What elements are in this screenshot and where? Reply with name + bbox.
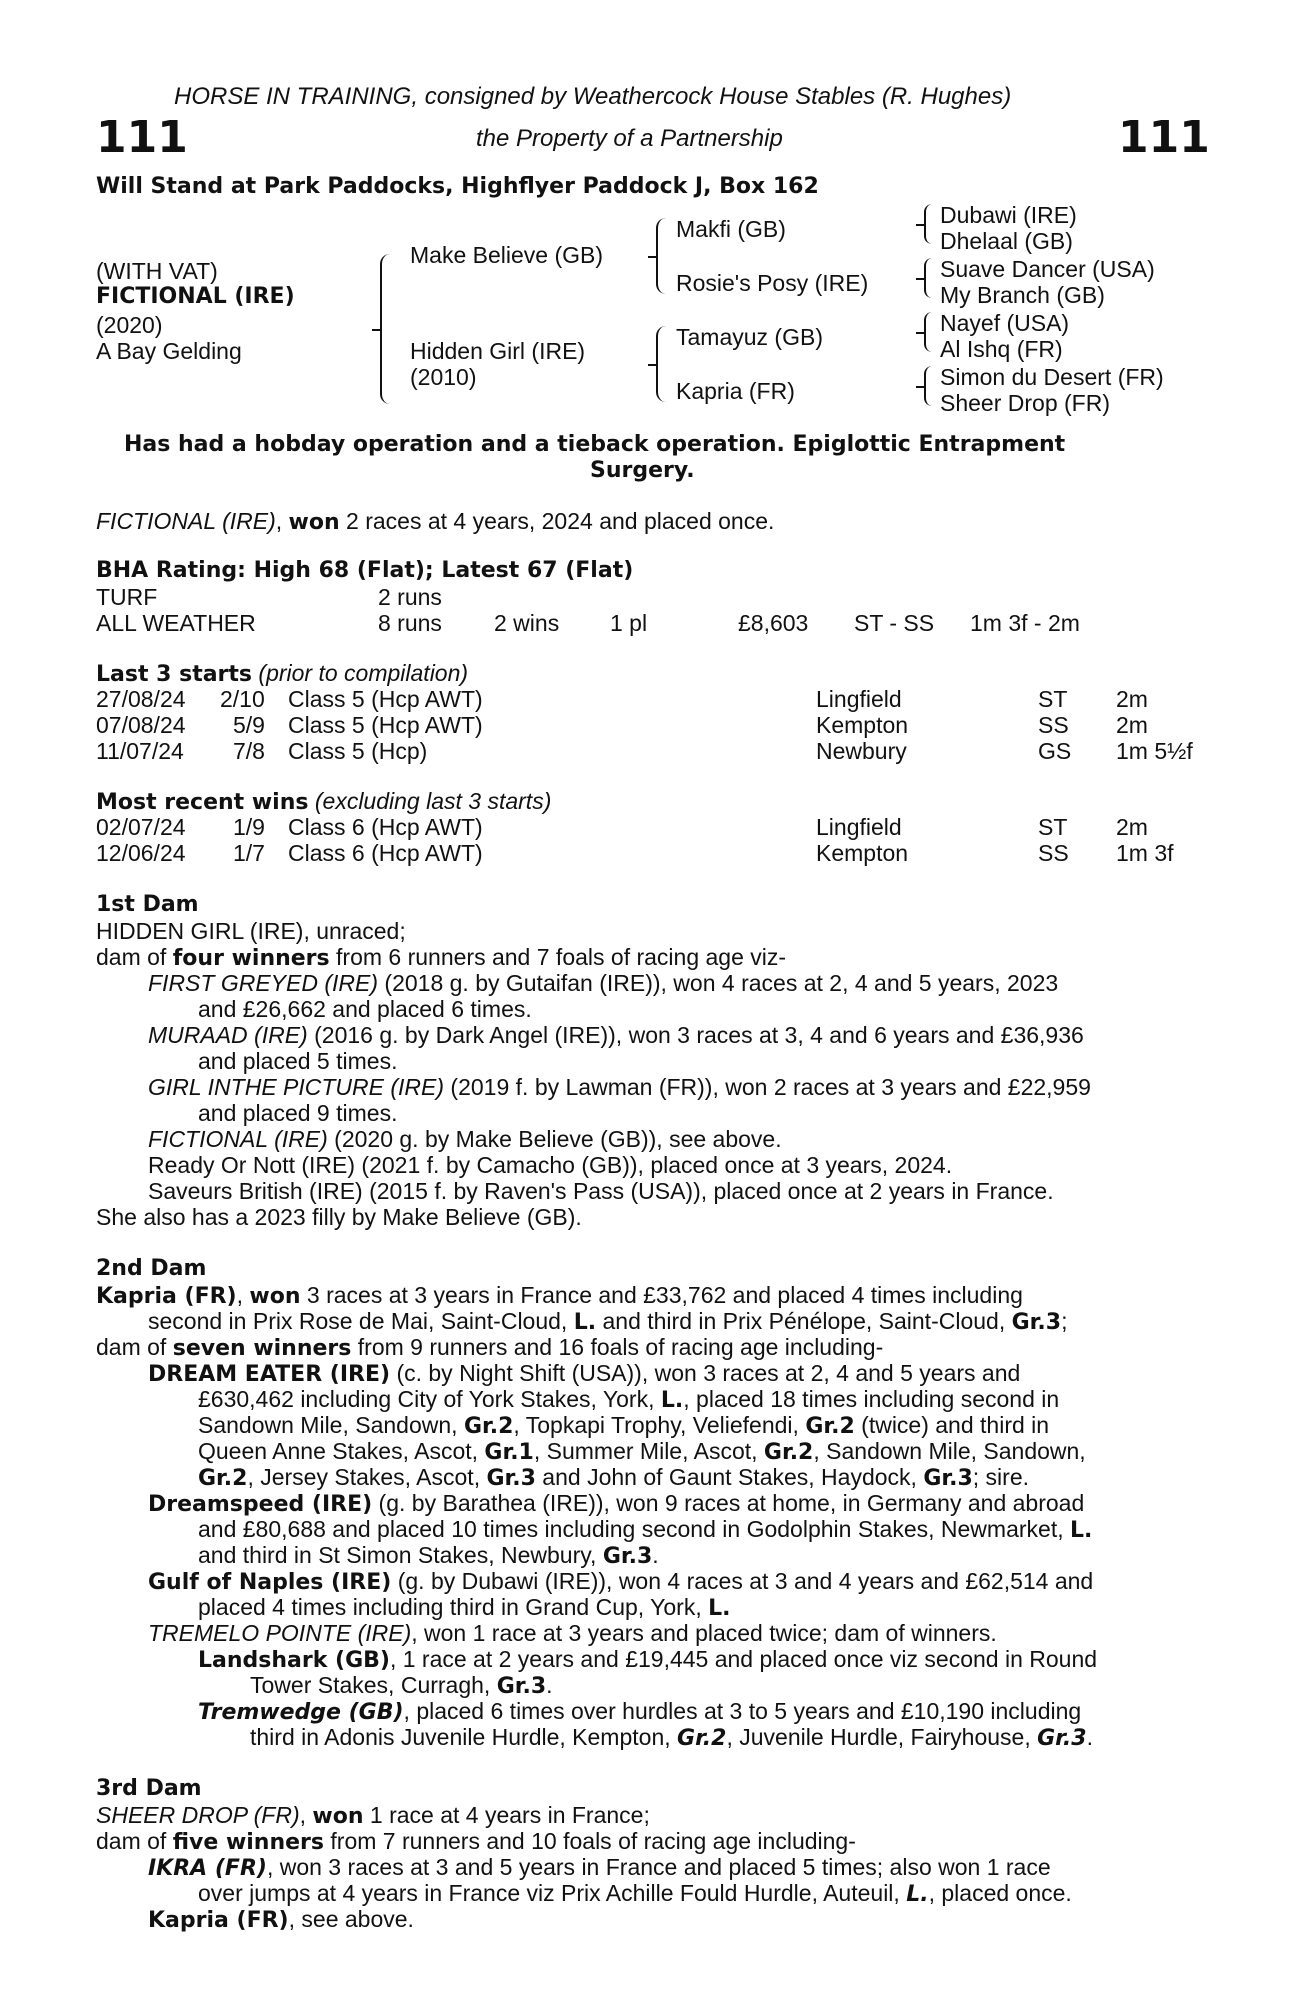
text: (g. by Dubawi (IRE)), won 4 races at 3 and 4 years and £62,514 and <box>391 1568 1094 1594</box>
landshark-line-2 <box>250 1672 553 1700</box>
grade: L. <box>573 1310 597 1335</box>
text: Queen Anne Stakes, Ascot, <box>198 1438 485 1464</box>
dam2-dam-of <box>96 1334 883 1362</box>
dam2-text: 3 races at 3 years in France and £33,762 and placed 4 times including <box>300 1282 1023 1308</box>
entry-name: FIRST GREYED (IRE) <box>148 970 379 996</box>
start-position: 5/9 <box>233 712 265 738</box>
aw-placed: 1 pl <box>610 610 648 636</box>
start-course: Lingfield <box>816 686 902 712</box>
dreamspeed-line-2 <box>198 1516 1092 1544</box>
dam1-entry-ready-or-nott: Ready Or Nott (IRE) (2021 f. by Camacho (GB)), placed once at 3 years, 2024. <box>148 1152 953 1178</box>
start-surface: GS <box>1038 738 1072 764</box>
grade: Gr.3 <box>1011 1310 1062 1335</box>
grade: Gr.3 <box>602 1544 653 1569</box>
text: , Juvenile Hurdle, Fairyhouse, <box>726 1724 1038 1750</box>
tremelo-pointe-line <box>148 1620 997 1646</box>
entry-name: Gulf of Naples (IRE) <box>148 1570 392 1595</box>
ikra-line-2 <box>198 1880 1072 1908</box>
grade: Gr.3 <box>1037 1726 1087 1751</box>
pedigree-great-4: My Branch (GB) <box>940 282 1105 308</box>
grade: L. <box>906 1882 929 1907</box>
text: , placed 18 times including second in <box>683 1386 1060 1412</box>
win-date: 12/06/24 <box>96 840 186 866</box>
entry-name: FICTIONAL (IRE) <box>148 1126 328 1152</box>
dam1-entry-first-greyed <box>148 970 1058 996</box>
won: won <box>312 1804 364 1829</box>
text: (g. by Barathea (IRE)), won 9 races at home, in Germany and abroad <box>372 1490 1085 1516</box>
text: , see above. <box>288 1906 414 1932</box>
text: , Summer Mile, Ascot, <box>533 1438 764 1464</box>
surgery-note-line-1: Has had a hobday operation and a tieback operation. Epiglottic Entrapment <box>124 432 1066 457</box>
entry-name: IKRA (FR) <box>148 1856 267 1881</box>
text: . <box>546 1672 553 1698</box>
dam2-name: Kapria (FR) <box>96 1284 237 1309</box>
entry-name: Tremwedge (GB) <box>198 1700 404 1725</box>
text: Sandown Mile, Sandown, <box>198 1412 464 1438</box>
brace-great-2 <box>924 258 932 298</box>
text: from 9 runners and 16 foals of racing age including- <box>351 1334 884 1360</box>
dam2-kapria-line-1 <box>96 1282 1023 1310</box>
start-surface: ST <box>1038 686 1068 712</box>
pedigree-great-5: Nayef (USA) <box>940 310 1070 336</box>
dam3-sheer-drop <box>96 1802 650 1830</box>
aw-surfaces: ST - SS <box>854 610 935 636</box>
location-line: Will Stand at Park Paddocks, Highflyer Paddock J, Box 162 <box>96 174 819 199</box>
start-class: Class 5 (Hcp AWT) <box>288 686 483 712</box>
lot-number-right: 111 <box>1118 112 1210 163</box>
horse-description: A Bay Gelding <box>96 338 242 364</box>
dam2-heading: 2nd Dam <box>96 1256 207 1281</box>
start-surface: SS <box>1038 712 1069 738</box>
entry-text: (2019 f. by Lawman (FR)), won 2 races at 3 years and £22,959 <box>444 1074 1091 1100</box>
pedigree-great-8: Sheer Drop (FR) <box>940 390 1110 416</box>
entry-name: MURAAD (IRE) <box>148 1022 308 1048</box>
pedigree-dam-year: (2010) <box>410 364 477 390</box>
entry-text: (2020 g. by Make Believe (GB)), see above. <box>327 1126 782 1152</box>
dreamspeed-line-3 <box>198 1542 659 1570</box>
dam3-heading: 3rd Dam <box>96 1776 202 1801</box>
tremwedge-line-2 <box>250 1724 1093 1752</box>
entry-name: Dreamspeed (IRE) <box>148 1492 373 1517</box>
text: , won 1 race at 3 years and placed twice; dam of winners. <box>411 1620 997 1646</box>
dream-eater-line-1 <box>148 1360 1020 1388</box>
grade: Gr.2 <box>677 1726 727 1751</box>
start-course: Kempton <box>816 712 909 738</box>
recent-wins-note: (excluding last 3 starts) <box>314 788 552 814</box>
dam1-runners: from 6 runners and 7 foals of racing age viz- <box>329 944 787 970</box>
start-date: 11/07/24 <box>96 738 184 764</box>
winners: five winners <box>172 1830 325 1855</box>
win-class: Class 6 (Hcp AWT) <box>288 840 483 866</box>
win-class: Class 6 (Hcp AWT) <box>288 814 483 840</box>
pedigree-great-3: Suave Dancer (USA) <box>940 256 1155 282</box>
entry-name: TREMELO POINTE (IRE) <box>148 1620 412 1646</box>
last-starts-title: Last 3 starts <box>96 662 253 687</box>
entry-name: GIRL INTHE PICTURE (IRE) <box>148 1074 445 1100</box>
text: (c. by Night Shift (USA)), won 3 races at 2, 4 and 5 years and <box>390 1360 1021 1386</box>
entry-text: (2016 g. by Dark Angel (IRE)), won 3 races at 3, 4 and 6 years and £36,936 <box>307 1022 1084 1048</box>
dam1-line-1: HIDDEN GIRL (IRE), unraced; <box>96 918 406 944</box>
pedigree-dam: Hidden Girl (IRE) <box>410 338 586 364</box>
win-distance: 2m <box>1116 814 1148 840</box>
entry-text: (2018 g. by Gutaifan (IRE)), won 4 races at 2, 4 and 5 years, 2023 <box>378 970 1059 996</box>
last-starts-note: (prior to compilation) <box>258 660 469 686</box>
start-distance: 2m <box>1116 712 1148 738</box>
summary-rest: 2 races at 4 years, 2024 and placed once. <box>346 508 775 534</box>
property-line: the Property of a Partnership <box>476 125 783 152</box>
dream-eater-line-2 <box>198 1386 1059 1414</box>
vat-label: (WITH VAT) <box>96 258 218 284</box>
dam1-winners: four winners <box>172 946 330 971</box>
pedigree-grand-2: Rosie's Posy (IRE) <box>676 270 869 296</box>
text: and John of Gaunt Stakes, Haydock, <box>535 1464 924 1490</box>
dam2-kapria-line-2 <box>148 1308 1067 1336</box>
grade: Gr.3 <box>496 1674 547 1699</box>
brace-great-4 <box>924 366 932 406</box>
dam1-heading: 1st Dam <box>96 892 199 917</box>
text: Tower Stakes, Curragh, <box>250 1672 497 1698</box>
dam1-entry-first-greyed-cont: and £26,662 and placed 6 times. <box>198 996 532 1022</box>
consignment-line: HORSE IN TRAINING, consigned by Weathercock House Stables (R. Hughes) <box>174 83 1012 110</box>
summary-horse-name: FICTIONAL (IRE) <box>96 508 276 534</box>
text: , won 3 races at 3 and 5 years in France and placed 5 times; also won 1 race <box>266 1854 1051 1880</box>
ikra-line-1 <box>148 1854 1051 1882</box>
aw-distances: 1m 3f - 2m <box>970 610 1080 636</box>
text: (twice) and third in <box>854 1412 1050 1438</box>
brace-sire-parents <box>656 218 666 294</box>
dam3-name: SHEER DROP (FR) <box>96 1802 300 1828</box>
turf-runs: 2 runs <box>378 584 442 610</box>
text: and £80,688 and placed 10 times including second in Godolphin Stakes, Newmarket, <box>198 1516 1070 1542</box>
win-date: 02/07/24 <box>96 814 186 840</box>
start-position: 7/8 <box>233 738 265 764</box>
entry-name: Landshark (GB) <box>198 1648 390 1673</box>
grade: L. <box>708 1596 731 1621</box>
brace-sire-dam <box>380 254 392 404</box>
text: from 7 runners and 10 foals of racing age including- <box>324 1828 856 1854</box>
dream-eater-line-5 <box>198 1464 1029 1492</box>
text: ; <box>1061 1308 1068 1334</box>
text: , placed 6 times over hurdles at 3 to 5 years and £10,190 including <box>403 1698 1082 1724</box>
tremwedge-line-1 <box>198 1698 1081 1726</box>
text: £630,462 including City of York Stakes, York, <box>198 1386 661 1412</box>
dam2-won: won <box>249 1284 301 1309</box>
text: and third in Prix Pénélope, Saint-Cloud, <box>596 1308 1012 1334</box>
pedigree-sire: Make Believe (GB) <box>410 242 604 268</box>
grade: L. <box>1070 1518 1093 1543</box>
win-surface: ST <box>1038 814 1068 840</box>
recent-wins-title: Most recent wins <box>96 790 309 815</box>
aw-wins: 2 wins <box>494 610 560 636</box>
win-position: 1/7 <box>233 840 265 866</box>
win-distance: 1m 3f <box>1116 840 1174 866</box>
text: ; sire. <box>972 1464 1029 1490</box>
dam1-entry-muraad-cont: and placed 5 times. <box>198 1048 398 1074</box>
text: . <box>652 1542 659 1568</box>
winners: seven winners <box>172 1336 352 1361</box>
brace-great-3 <box>924 312 932 352</box>
start-class: Class 5 (Hcp) <box>288 738 428 764</box>
dreamspeed-line-1 <box>148 1490 1084 1518</box>
bha-rating: BHA Rating: High 68 (Flat); Latest 67 (Flat) <box>96 558 634 583</box>
aw-runs: 8 runs <box>378 610 442 636</box>
grade: Gr.1 <box>484 1440 534 1465</box>
text: third in Adonis Juvenile Hurdle, Kempton, <box>250 1724 678 1750</box>
last-starts-heading <box>96 660 468 688</box>
aw-label: ALL WEATHER <box>96 610 256 636</box>
text: , 1 race at 2 years and £19,445 and placed once viz second in Round <box>389 1646 1098 1672</box>
horse-name: FICTIONAL (IRE) <box>96 284 295 309</box>
win-course: Kempton <box>816 840 909 866</box>
brace-dam-parents <box>656 326 666 402</box>
surgery-note-line-2: Surgery. <box>590 458 695 483</box>
text: , Jersey Stakes, Ascot, <box>247 1464 487 1490</box>
grade: Gr.2 <box>198 1466 248 1491</box>
text: , <box>299 1802 313 1828</box>
pedigree-great-6: Al Ishq (FR) <box>940 336 1063 362</box>
entry-name: Kapria (FR) <box>148 1908 289 1933</box>
dam1-filly-note: She also has a 2023 filly by Make Believe (GB). <box>96 1204 582 1230</box>
win-course: Lingfield <box>816 814 902 840</box>
kapria-see-above <box>148 1906 414 1934</box>
grade: Gr.2 <box>463 1414 514 1439</box>
start-class: Class 5 (Hcp AWT) <box>288 712 483 738</box>
start-date: 07/08/24 <box>96 712 186 738</box>
dam1-entry-saveurs-british: Saveurs British (IRE) (2015 f. by Raven's Pass (USA)), placed once at 2 years in France. <box>148 1178 1054 1204</box>
grade: Gr.2 <box>805 1414 855 1439</box>
start-distance: 2m <box>1116 686 1148 712</box>
recent-wins-heading <box>96 788 551 816</box>
summary-sep: , <box>275 508 283 534</box>
dream-eater-line-4 <box>198 1438 1086 1466</box>
dam1-dam-of: dam of <box>96 944 173 970</box>
pedigree-grand-4: Kapria (FR) <box>676 378 795 404</box>
horse-year: (2020) <box>96 312 163 338</box>
grade: Gr.3 <box>486 1466 536 1491</box>
text: placed 4 times including third in Grand Cup, York, <box>198 1594 709 1620</box>
dam1-entry-girl-inthe-picture-cont: and placed 9 times. <box>198 1100 398 1126</box>
race-summary <box>96 508 774 536</box>
text: second in Prix Rose de Mai, Saint-Cloud, <box>148 1308 574 1334</box>
text: dam of <box>96 1828 173 1854</box>
summary-won: won <box>288 510 340 535</box>
aw-prize: £8,603 <box>738 610 809 636</box>
brace-great-1 <box>924 204 932 244</box>
win-position: 1/9 <box>233 814 265 840</box>
win-surface: SS <box>1038 840 1069 866</box>
dam1-entry-muraad <box>148 1022 1084 1048</box>
dam1-line-2 <box>96 944 786 972</box>
dam1-entry-girl-inthe-picture <box>148 1074 1091 1100</box>
pedigree-great-2: Dhelaal (GB) <box>940 228 1073 254</box>
dam2-comma: , <box>236 1282 250 1308</box>
pedigree-grand-1: Makfi (GB) <box>676 216 786 242</box>
grade: Gr.3 <box>923 1466 973 1491</box>
text: 1 race at 4 years in France; <box>363 1802 650 1828</box>
dream-eater-line-3 <box>198 1412 1049 1440</box>
text: . <box>1086 1724 1093 1750</box>
dam1-entry-fictional <box>148 1126 782 1152</box>
text: dam of <box>96 1334 173 1360</box>
entry-name: DREAM EATER (IRE) <box>148 1362 391 1387</box>
start-course: Newbury <box>816 738 907 764</box>
text: , placed once. <box>928 1880 1072 1906</box>
turf-label: TURF <box>96 584 158 610</box>
dam3-dam-of <box>96 1828 856 1856</box>
text: , Sandown Mile, Sandown, <box>813 1438 1086 1464</box>
pedigree-great-1: Dubawi (IRE) <box>940 202 1077 228</box>
pedigree-grand-3: Tamayuz (GB) <box>676 324 823 350</box>
text: and third in St Simon Stakes, Newbury, <box>198 1542 603 1568</box>
grade: L. <box>660 1388 684 1413</box>
gulf-of-naples-line-1 <box>148 1568 1093 1596</box>
lot-number-left: 111 <box>96 112 188 163</box>
landshark-line-1 <box>198 1646 1097 1674</box>
start-position: 2/10 <box>220 686 265 712</box>
start-distance: 1m 5½f <box>1116 738 1193 764</box>
start-date: 27/08/24 <box>96 686 186 712</box>
pedigree-great-7: Simon du Desert (FR) <box>940 364 1164 390</box>
text: over jumps at 4 years in France viz Prix Achille Fould Hurdle, Auteuil, <box>198 1880 907 1906</box>
grade: Gr.2 <box>763 1440 814 1465</box>
gulf-of-naples-line-2 <box>198 1594 731 1622</box>
text: , Topkapi Trophy, Veliefendi, <box>513 1412 806 1438</box>
